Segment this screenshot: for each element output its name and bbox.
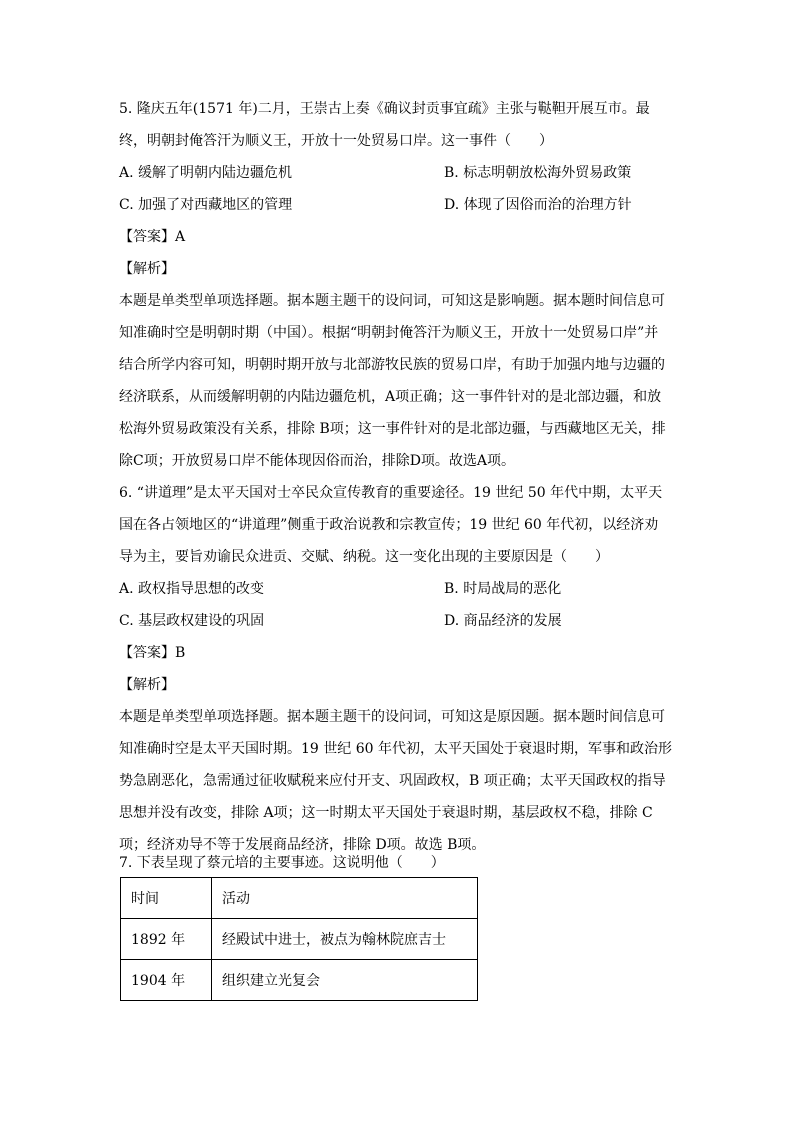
table-header-cell: 活动	[212, 878, 478, 919]
q6-analysis-line: 思想并没有改变，排除 A项；这一时期太平天国处于衰退时期，基层政权不稳，排除 C	[119, 805, 653, 821]
q6-option-d: D. 商品经济的发展	[444, 613, 562, 629]
table-header-row	[121, 878, 478, 919]
q6-analysis-line: 项；经济劝导不等于发展商品经济，排除 D项。故选 B项。	[119, 837, 486, 853]
q6-analysis-line: 知准确时空是太平天国时期。19 世纪 60 年代初，太平天国处于衰退时期，军事和政治形	[119, 741, 672, 757]
table-cell: 1904 年	[121, 960, 212, 1001]
events-table	[120, 877, 478, 1001]
table-header-cell: 时间	[121, 878, 212, 919]
q5-analysis-line: 本题是单类型单项选择题。据本题主题干的设问词，可知这是影响题。据本题时间信息可	[119, 293, 665, 309]
q5-answer: 【答案】A	[119, 229, 186, 245]
q6-option-c: C. 基层政权建设的巩固	[119, 613, 265, 629]
q5-option-d: D. 体现了因俗而治的治理方针	[444, 197, 632, 213]
q6-answer: 【答案】B	[119, 645, 186, 661]
q5-analysis-label: 【解析】	[119, 261, 175, 277]
q6-analysis-label: 【解析】	[119, 677, 175, 693]
table-row	[121, 960, 478, 1001]
q7-stem: 7. 下表呈现了蔡元培的主要事迹。这说明他（ ）	[119, 855, 445, 871]
q6-option-a: A. 政权指导思想的改变	[119, 581, 265, 597]
q6-analysis-line: 势急剧恶化，急需通过征收赋税来应付开支、巩固政权，B 项正确；太平天国政权的指导	[119, 773, 666, 789]
q5-analysis-line: 结合所学内容可知，明朝时期开放与北部游牧民族的贸易口岸，有助于加强内地与边疆的	[119, 357, 665, 373]
q6-stem-line: 国在各占领地区的“讲道理”侧重于政治说教和宗教宣传；19 世纪 60 年代初，以经济劝	[119, 517, 659, 533]
q5-stem-line-1: 5. 隆庆五年(1571 年)二月，王崇古上奏《确议封贡事宜疏》主张与鞑靼开展互市。最	[119, 101, 650, 117]
q6-stem-line: 导为主，要旨劝谕民众进贡、交赋、纳税。这一变化出现的主要原因是（ ）	[119, 549, 609, 565]
q5-analysis-line: 知准确时空是明朝时期（中国）。根据“明朝封俺答汗为顺义王，开放十一处贸易口岸”并	[119, 325, 659, 341]
table-cell: 1892 年	[121, 919, 212, 960]
q5-analysis-line: 经济联系，从而缓解明朝的内陆边疆危机，A项正确；这一事件针对的是北部边疆，和放	[119, 389, 662, 405]
q5-option-b: B. 标志明朝放松海外贸易政策	[444, 165, 632, 181]
q6-option-b: B. 时局战局的恶化	[444, 581, 562, 597]
table-cell: 组织建立光复会	[212, 960, 478, 1001]
q6-stem-line: 6. “讲道理”是太平天国对士卒民众宣传教育的重要途径。19 世纪 50 年代中期，太平天	[119, 485, 663, 501]
q5-stem-line-2: 终，明朝封俺答汗为顺义王，开放十一处贸易口岸。这一事件（ ）	[119, 133, 553, 149]
q5-option-a: A. 缓解了明朝内陆边疆危机	[119, 165, 293, 181]
table-cell: 经殿试中进士，被点为翰林院庶吉士	[212, 919, 478, 960]
q5-analysis-line: 除C项；开放贸易口岸不能体现因俗而治，排除D项。故选A项。	[119, 453, 516, 469]
q5-analysis-line: 松海外贸易政策没有关系，排除 B项；这一事件针对的是北部边疆，与西藏地区无关，排	[119, 421, 666, 437]
q5-option-c: C. 加强了对西藏地区的管理	[119, 197, 293, 213]
table-row	[121, 919, 478, 960]
q6-analysis-line: 本题是单类型单项选择题。据本题主题干的设问词，可知这是原因题。据本题时间信息可	[119, 709, 665, 725]
